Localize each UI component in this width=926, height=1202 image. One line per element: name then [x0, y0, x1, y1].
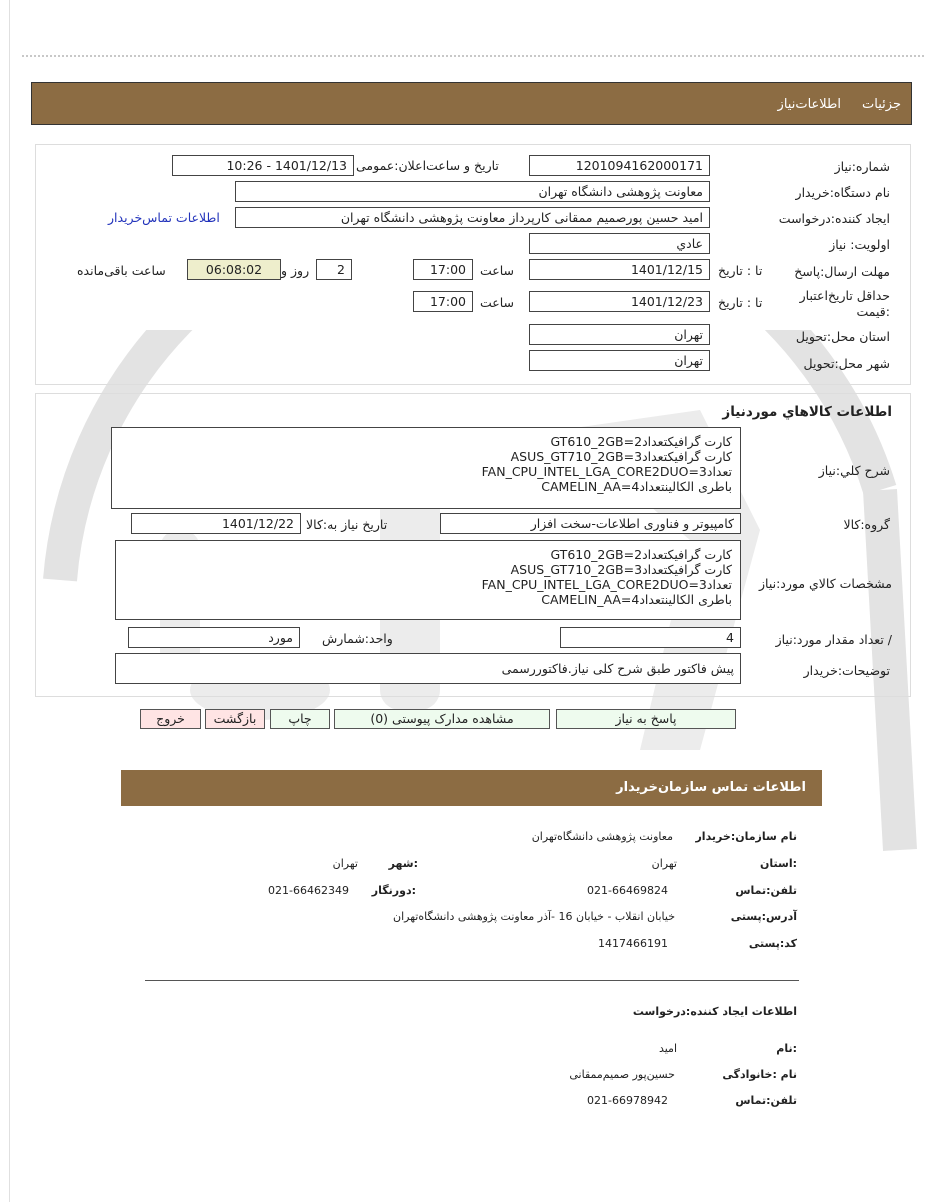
validity-label-2: :قیمت [856, 304, 890, 319]
contact-header-title: اطلاعات تماس سازمان‌خریدار [616, 780, 806, 795]
province-value-contact: تهران [651, 857, 677, 870]
phone-label-contact: تلفن:تماس [735, 884, 797, 897]
priority-field: عادي [529, 233, 710, 254]
qty-label: / تعداد مقدار مورد:نیاز [775, 632, 892, 647]
remaining-label: ساعت باقی‌مانده [77, 263, 166, 278]
address-label: آدرس:پستی [730, 910, 797, 923]
desc-field [111, 427, 741, 509]
fax-value: 021-66462349 [268, 884, 349, 897]
desc-label: شرح كلي:نياز [818, 463, 890, 478]
buyer-org-field: معاونت پژوهشی دانشگاه تهران [235, 181, 710, 202]
group-field: کامپیوتر و فناوری اطلاعات-سخت افزار [440, 513, 741, 534]
city-field: تهران [529, 350, 710, 371]
contact-header [121, 770, 822, 806]
desc-line: کارت گرافیکتعداد2=GT610_2GB [550, 434, 732, 449]
print-button[interactable]: چاپ [270, 709, 330, 729]
creator-family-label: نام :خانوادگی [722, 1068, 797, 1081]
priority-label: اولویت: نیاز [829, 237, 890, 252]
spec-line: باطری الکالینتعداد4=CAMELIN_AA [541, 592, 732, 607]
creator-label: ایجاد کننده:درخواست [778, 211, 890, 226]
creator-phone-label: تلفن:تماس [735, 1094, 797, 1107]
postal-value: 1417466191 [598, 937, 668, 950]
page-header [31, 82, 912, 125]
deadline-time-field: 17:00 [413, 259, 473, 280]
attachments-button[interactable]: مشاهده مدارک پیوستی (0) [334, 709, 550, 729]
top-divider [22, 55, 924, 57]
deadline-date-field: 1401/12/15 [529, 259, 710, 280]
province-label: استان محل:تحویل [795, 329, 890, 344]
need-date-label: تاریخ نیاز به:کالا [306, 517, 388, 532]
province-field: تهران [529, 324, 710, 345]
creator-name-value: امید [658, 1042, 677, 1055]
creator-family-value: حسین‌پور صمیم‌ممقانی [569, 1068, 675, 1081]
desc-line: تعداد3=FAN_CPU_INTEL_LGA_CORE2DUO [481, 464, 732, 479]
unit-label: واحد:شمارش [322, 631, 393, 646]
unit-field: مورد [128, 627, 300, 648]
deadline-time-label: ساعت [480, 263, 515, 278]
creator-field: امید حسین پورصمیم ممقانی کارپرداز معاونت پژوهشی دانشگاه تهران [235, 207, 710, 228]
days-field: 2 [316, 259, 352, 280]
postal-label: کد:پستی [748, 937, 797, 950]
specs-field [115, 540, 741, 620]
buyer-org-label: نام دستگاه:خریدار [795, 185, 890, 200]
buyer-notes-field: پیش فاکتور طبق شرح کلی نیاز.فاکتوررسمی [115, 653, 741, 684]
spec-line: کارت گرافیکتعداد3=ASUS_GT710_2GB [510, 562, 732, 577]
back-button[interactable]: بازگشت [205, 709, 265, 729]
creator-phone-value: 021-66978942 [587, 1094, 668, 1107]
left-border-line [9, 0, 10, 1202]
goods-section-title: اطلاعات كالاهاي موردنياز [722, 404, 892, 420]
group-label: گروه:کالا [843, 517, 890, 532]
deadline-to-date-label: تا : تاریخ [718, 263, 763, 278]
city-label-contact: :شهر [388, 857, 418, 870]
contact-buyer-link[interactable]: اطلاعات تماس‌خریدار [108, 210, 220, 225]
days-label: روز و [281, 263, 310, 278]
creator-info-title: اطلاعات ایجاد کننده:درخواست [632, 1005, 797, 1018]
tab-need-info[interactable]: اطلاعات‌نیاز [777, 97, 841, 112]
province-label-contact: :استان [760, 857, 797, 870]
validity-time-label: ساعت [480, 295, 515, 310]
tab-details[interactable]: جزئیات [862, 97, 901, 112]
specs-label: مشخصات كالاي مورد:نياز [758, 576, 892, 591]
validity-time-field: 17:00 [413, 291, 473, 312]
contact-divider [145, 980, 799, 981]
desc-line: باطری الکالینتعداد4=CAMELIN_AA [541, 479, 732, 494]
validity-date-field: 1401/12/23 [529, 291, 710, 312]
need-number-label: شماره:نیاز [834, 159, 890, 174]
announce-field: 1401/12/13 - 10:26 [172, 155, 354, 176]
org-label: نام سازمان:خریدار [695, 830, 797, 843]
address-value: خیابان انقلاب - خیابان 16 -آذر معاونت پژوهشی دانشگاه‌تهران [392, 910, 675, 923]
announce-label: تاریخ و ساعت‌اعلان:عمومی [356, 158, 499, 173]
desc-line: کارت گرافیکتعداد3=ASUS_GT710_2GB [510, 449, 732, 464]
city-value-contact: تهران [332, 857, 358, 870]
creator-name-label: :نام [776, 1042, 797, 1055]
remaining-time-field: 06:08:02 [187, 259, 281, 280]
phone-value-contact: 021-66469824 [587, 884, 668, 897]
deadline-label: مهلت ارسال:پاسخ [794, 264, 890, 279]
qty-field: 4 [560, 627, 741, 648]
spec-line: کارت گرافیکتعداد2=GT610_2GB [550, 547, 732, 562]
need-number-field: 1201094162000171 [529, 155, 710, 176]
reply-button[interactable]: پاسخ به نیاز [556, 709, 736, 729]
org-value: معاونت پژوهشی دانشگاه‌تهران [531, 830, 673, 843]
fax-label: :دورنگار [371, 884, 416, 897]
validity-to-date-label: تا : تاریخ [718, 295, 763, 310]
buyer-notes-label: توضیحات:خریدار [803, 663, 890, 678]
city-label: شهر محل:تحویل [803, 356, 890, 371]
spec-line: تعداد3=FAN_CPU_INTEL_LGA_CORE2DUO [481, 577, 732, 592]
validity-label-1: حداقل تاریخ‌اعتبار [799, 288, 890, 303]
exit-button[interactable]: خروج [140, 709, 201, 729]
need-date-field: 1401/12/22 [131, 513, 301, 534]
